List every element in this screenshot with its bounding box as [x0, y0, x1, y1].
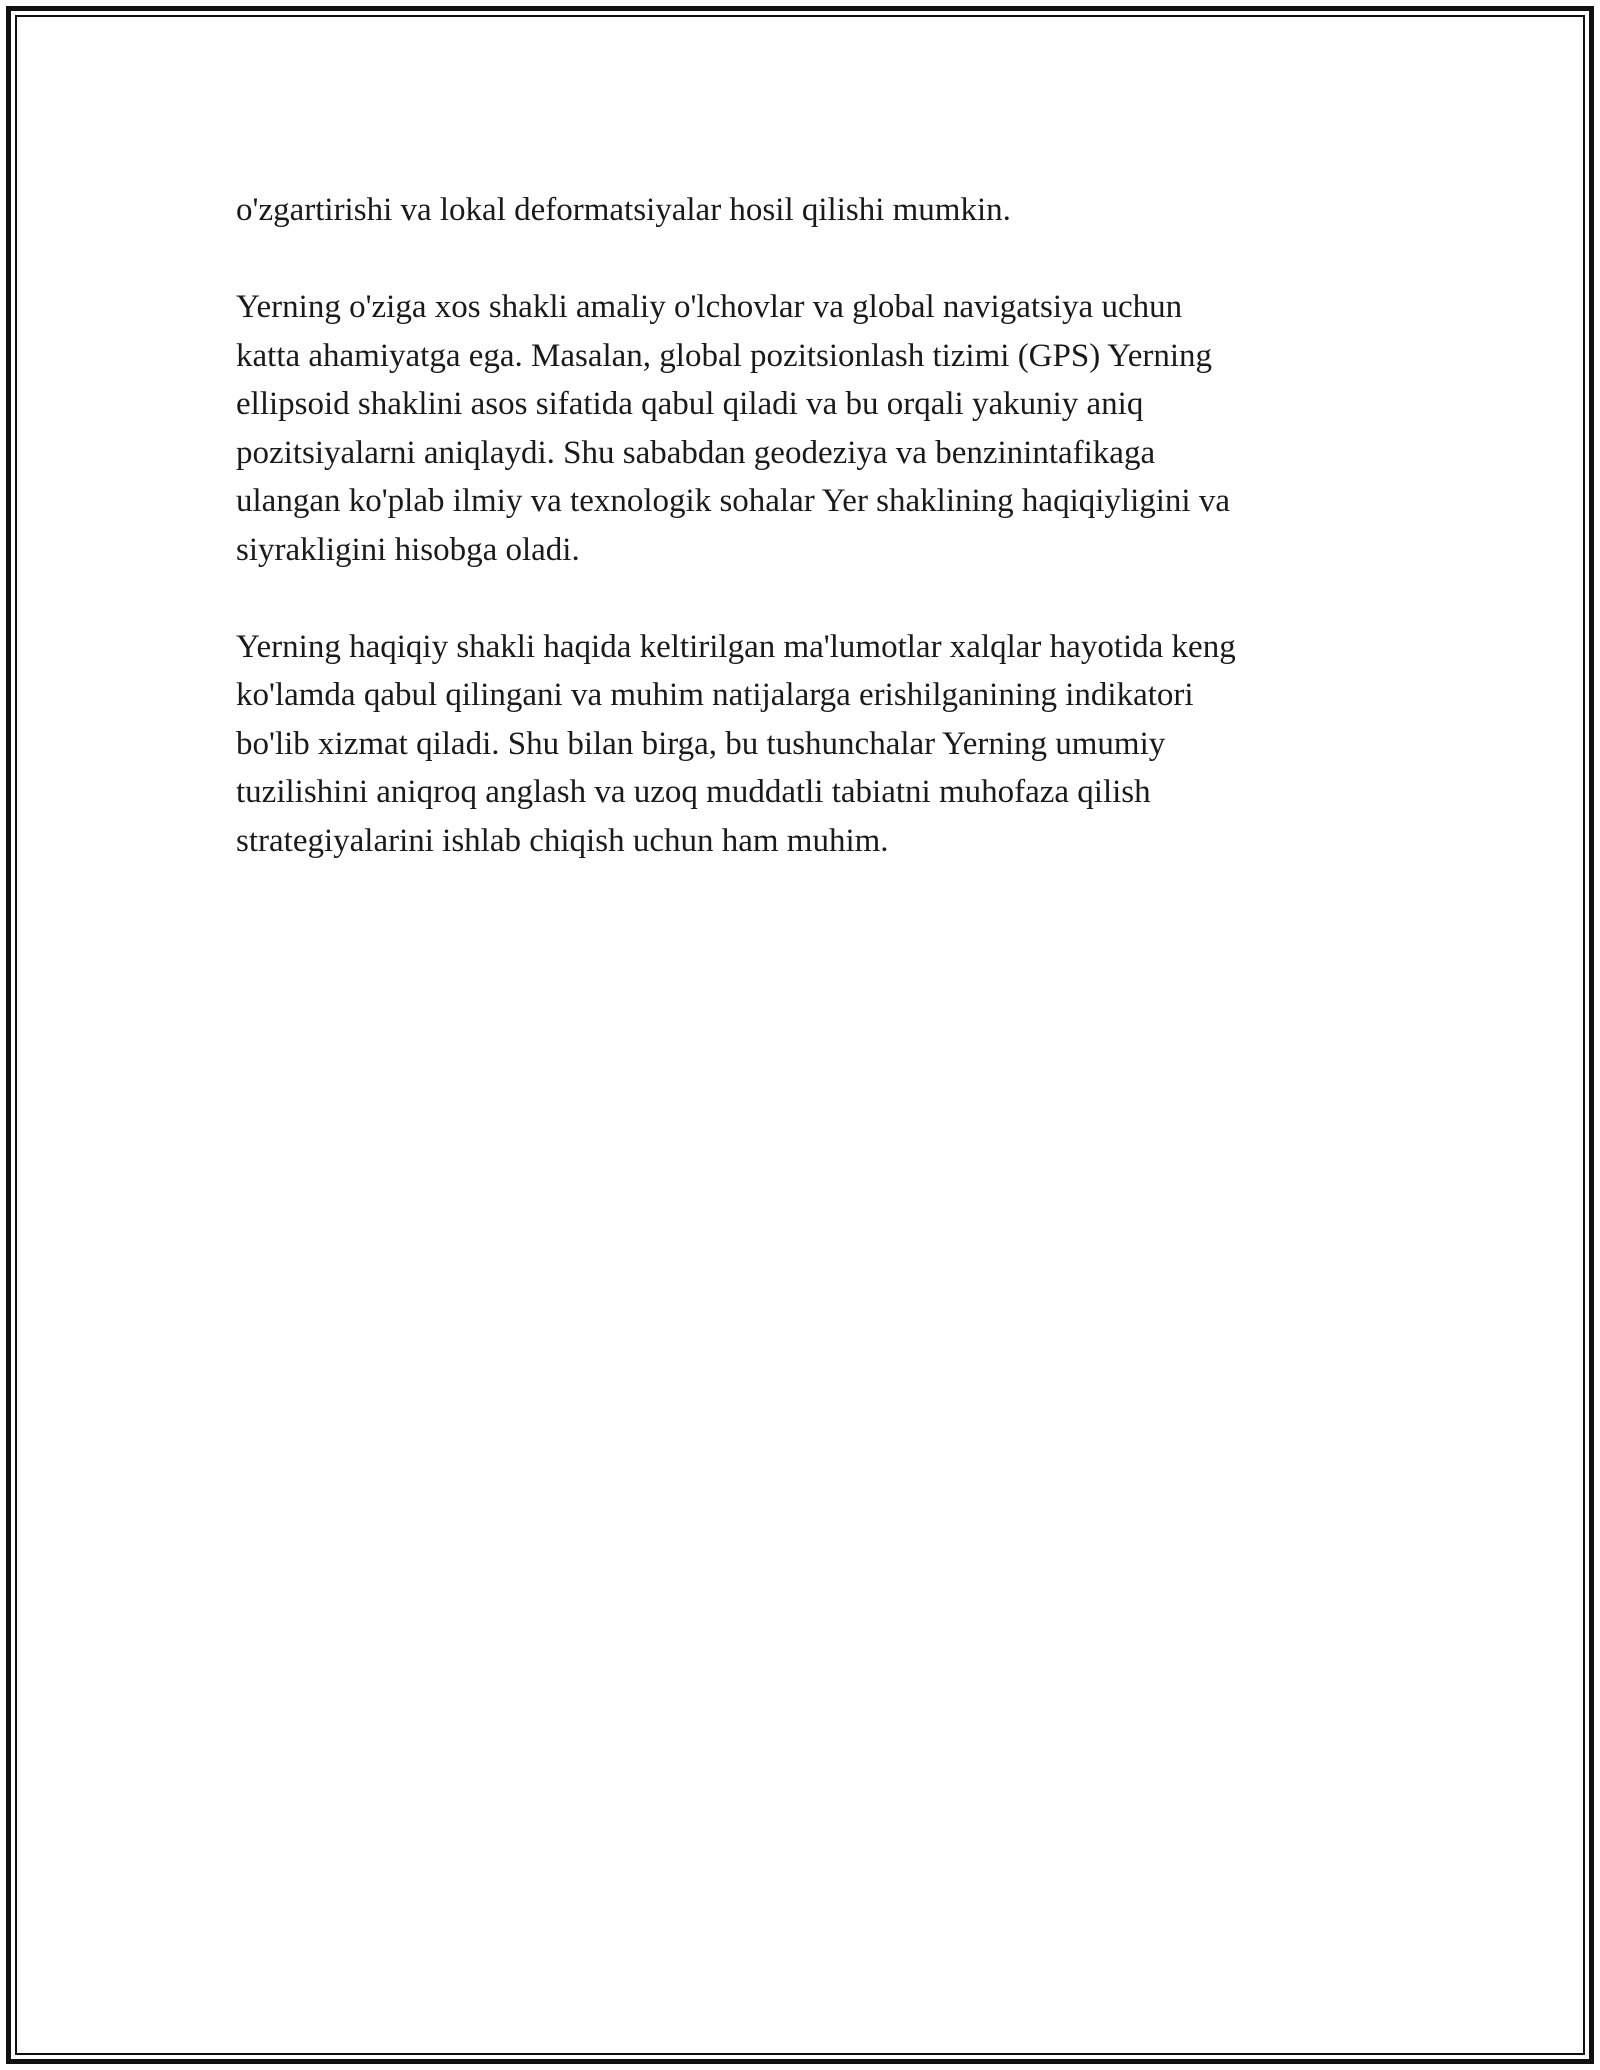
- paragraph-line: o'zgartirishi va lokal deformatsiyalar hosil qilishi mumkin.: [236, 192, 1011, 228]
- document-body: [236, 186, 1376, 914]
- paragraph-line: ko'lamda qabul qilingani va muhim natijalarga erishilganining indikatori: [236, 677, 1194, 713]
- paragraph-line: Yerning haqiqiy shakli haqida keltirilgan ma'lumotlar xalqlar hayotida keng: [236, 628, 1236, 665]
- paragraph-line: ulangan ko'plab ilmiy va texnologik sohalar Yer shaklining haqiqiyligini va: [236, 483, 1230, 519]
- paragraph-line: ellipsoid shaklini asos sifatida qabul qiladi va bu orqali yakuniy aniq: [236, 386, 1144, 422]
- paragraph-line: siyrakligini hisobga oladi.: [236, 531, 580, 568]
- paragraph-line: bo'lib xizmat qiladi. Shu bilan birga, bu tushunchalar Yerning umumiy: [236, 725, 1166, 762]
- paragraph-3: [236, 623, 1376, 866]
- paragraph-1: [236, 186, 1376, 235]
- paragraph-2: [236, 283, 1376, 574]
- paragraph-line: pozitsiyalarni aniqlaydi. Shu sababdan geodeziya va benzinintafikaga: [236, 434, 1156, 471]
- paragraph-line: tuzilishini aniqroq anglash va uzoq muddatli tabiatni muhofaza qilish: [236, 774, 1151, 810]
- paragraph-line: katta ahamiyatga ega. Masalan, global pozitsionlash tizimi (GPS) Yerning: [236, 337, 1213, 374]
- paragraph-line: Yerning o'ziga xos shakli amaliy o'lchovlar va global navigatsiya uchun: [236, 289, 1183, 325]
- paragraph-line: strategiyalarini ishlab chiqish uchun ham muhim.: [236, 822, 889, 859]
